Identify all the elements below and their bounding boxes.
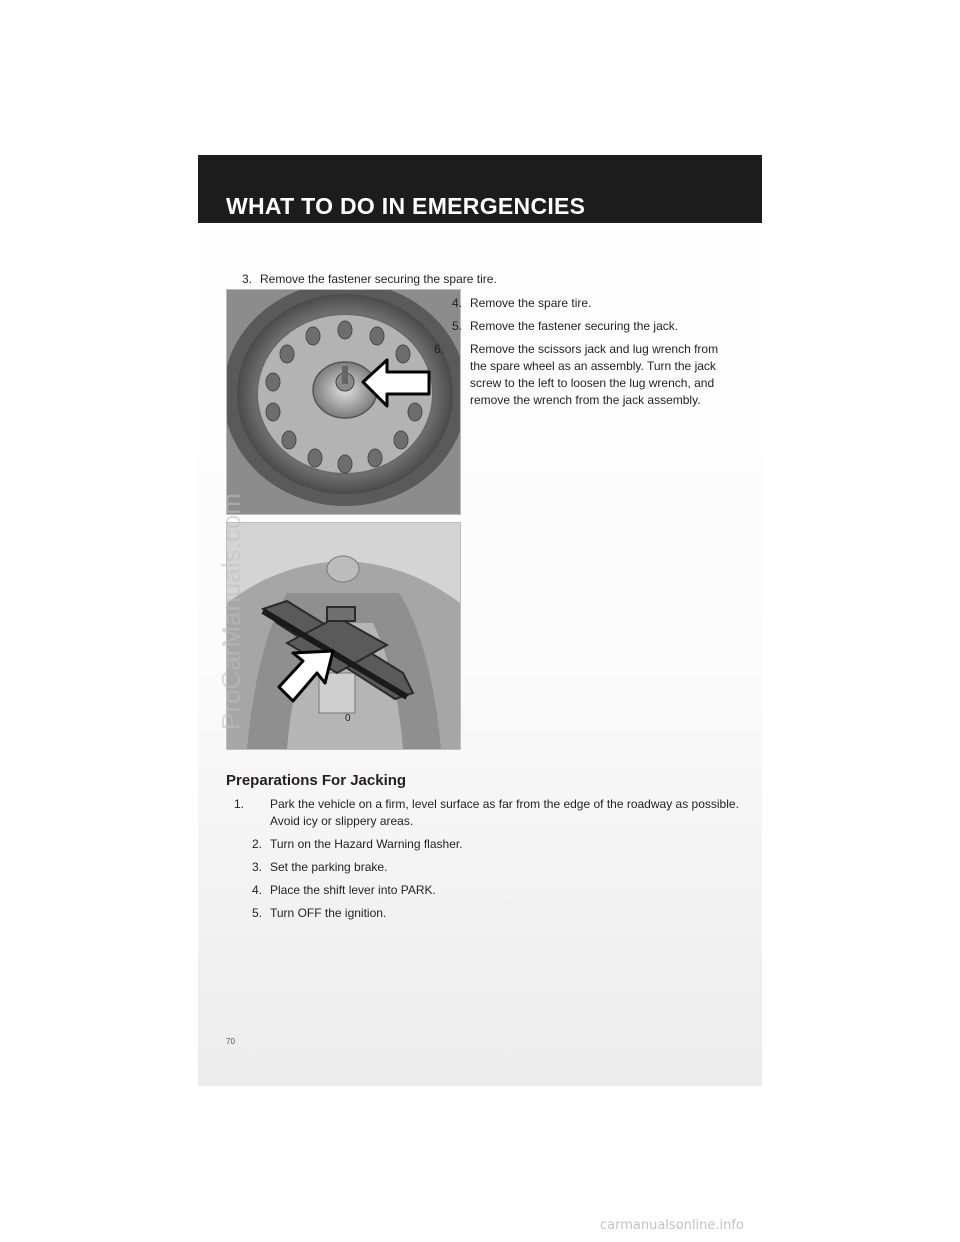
step-text: Set the parking brake. <box>270 860 388 874</box>
step-text: Remove the fastener securing the jack. <box>470 319 679 333</box>
step-item <box>434 341 735 409</box>
step-item <box>252 859 742 876</box>
watermark-text: ProCarManuals.com <box>216 493 246 730</box>
step-text: Remove the scissors jack and lug wrench from the spare wheel as an assembly. Turn the jack screw to the left to loosen the lug wrench, and remove the wrench from the jack assembly. <box>470 342 719 407</box>
step-text: Turn OFF the ignition. <box>270 906 387 920</box>
section-title: Preparations For Jacking <box>226 772 407 789</box>
step-text: Remove the spare tire. <box>470 296 592 310</box>
step-text: Remove the fastener securing the spare tire. <box>260 272 497 286</box>
step-number: 5. <box>452 319 463 333</box>
step-number: 6. <box>434 342 445 356</box>
step-text: Place the shift lever into PARK. <box>270 883 436 897</box>
step-text: Park the vehicle on a firm, level surface as far from the edge of the roadway as possible. Avoid icy or slippery areas. <box>270 797 739 828</box>
spare-tire-image <box>226 289 461 515</box>
step-item <box>242 271 722 288</box>
manual-page <box>198 155 762 1086</box>
jack-assembly-image <box>226 522 461 750</box>
section-header-bar <box>198 155 762 223</box>
step-item <box>252 882 742 899</box>
section-header-title: WHAT TO DO IN EMERGENCIES <box>226 193 586 219</box>
step-number: 3. <box>242 272 253 286</box>
step-number: 5. <box>252 906 263 920</box>
watermark <box>206 493 246 730</box>
step-number: 4. <box>252 883 263 897</box>
step-number: 2. <box>252 837 263 851</box>
step-item <box>452 318 732 335</box>
footer-url: carmanualsonline.info <box>600 1218 744 1233</box>
step-text: Turn on the Hazard Warning flasher. <box>270 837 463 851</box>
step-number: 1. <box>234 797 245 811</box>
step-item <box>234 796 760 830</box>
step-item <box>252 905 742 922</box>
svg-text:0: 0 <box>345 713 351 724</box>
page-number: 70 <box>226 1037 235 1046</box>
step-item <box>252 836 742 853</box>
step-number: 3. <box>252 860 263 874</box>
step-item <box>452 295 732 312</box>
step-number: 4. <box>452 296 463 310</box>
